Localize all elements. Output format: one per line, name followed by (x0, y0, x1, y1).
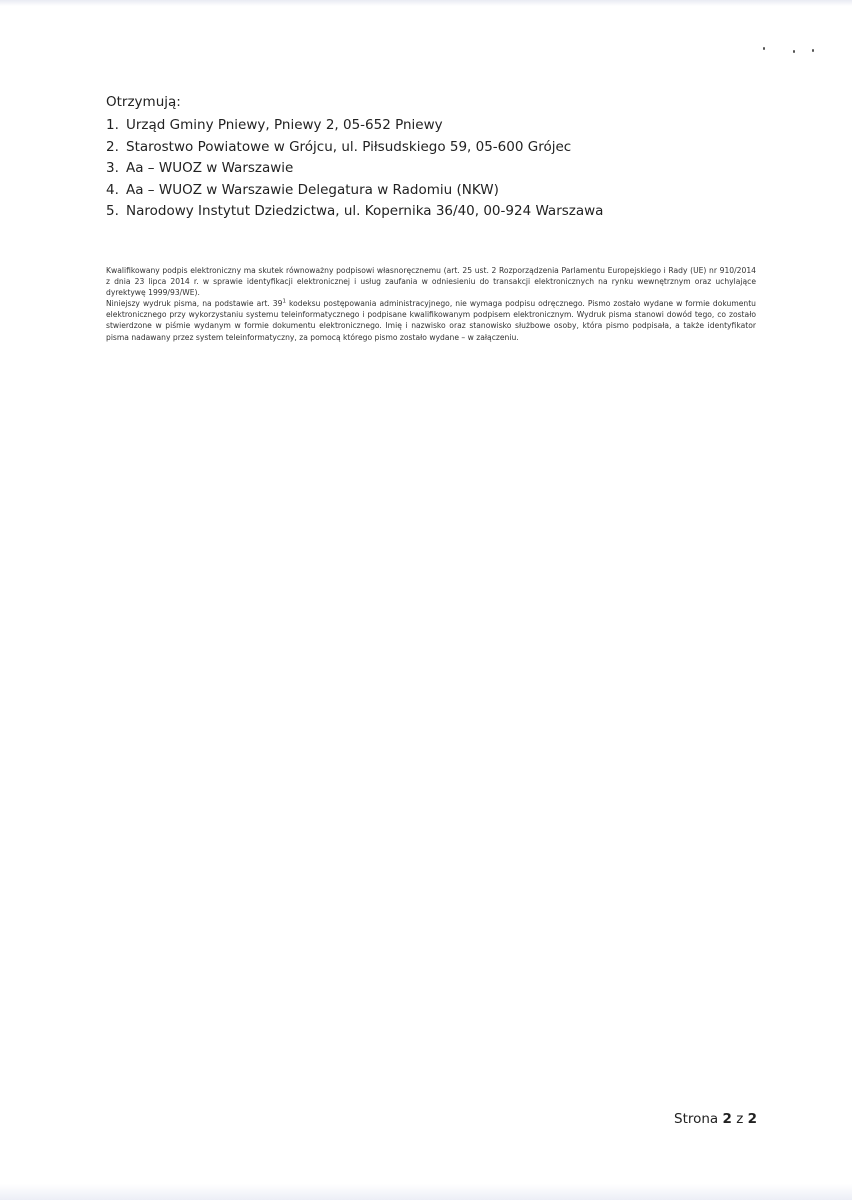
recipient-text: Urząd Gminy Pniewy, Pniewy 2, 05-652 Pniewy (126, 117, 443, 133)
current-page: 2 (722, 1111, 732, 1127)
recipient-text: Aa – WUOZ w Warszawie (126, 160, 294, 176)
scan-speck (763, 47, 765, 50)
legal-printout-text-end: kodeksu postępowania administracyjnego, nie wymaga podpisu odręcznego. Pismo zostało wydane w formie dokumentu elektronicznego przy wykorzystaniu systemu teleinformatycznego i podpisane kwalifikowanym podpisem elektronicznym. Wydruk pisma stanowi dowód tego, co zostało stwierdzone w piśmie wydanym w formie dokumentu elektronicznego. Imię i nazwisko oraz stanowisko służbowe osoby, która pismo podpisała, a także identyfikator pisma nadawany przez system teleinformatyczny, za pomocą którego pismo zostało wydane – w załączeniu. (106, 299, 756, 342)
recipients-section (106, 92, 746, 223)
total-pages: 2 (747, 1111, 758, 1127)
recipient-number: 4. (106, 181, 119, 198)
page-label: Strona (674, 1111, 719, 1127)
scan-speck (793, 50, 795, 53)
recipient-number: 2. (106, 138, 119, 155)
recipient-text: Narodowy Instytut Dziedzictwa, ul. Kopernika 36/40, 00-924 Warszawa (126, 203, 604, 219)
scan-speck (812, 49, 814, 52)
recipient-item (106, 180, 746, 202)
recipients-title: Otrzymują: (106, 94, 181, 110)
legal-notice (106, 265, 756, 343)
legal-paragraph-signature: Kwalifikowany podpis elektroniczny ma skutek równoważny podpisowi własnoręcznemu (art. 25 ust. 2 Rozporządzenia Parlamentu Europejskiego i Rady (UE) nr 910/2014 z dnia 23 lipca 2014 r. w sprawie identyfikacji elektronicznej i usług zaufania w odniesieniu do transakcji elektronicznych na rynku wewnętrznym oraz uchylające dyrektywę 1999/93/WE). (106, 266, 756, 298)
scan-edge-bottom (0, 1184, 852, 1200)
page-separator: z (736, 1111, 744, 1127)
recipient-item (106, 137, 746, 159)
page-number (674, 1110, 757, 1128)
recipient-item (106, 115, 746, 137)
recipient-number: 5. (106, 203, 119, 219)
legal-superscript: 1 (282, 298, 286, 305)
recipient-number: 3. (106, 160, 119, 176)
scan-edge-top (0, 0, 852, 6)
recipient-number: 1. (106, 117, 119, 133)
recipient-item (106, 201, 746, 223)
recipient-item (106, 158, 746, 180)
recipient-text: Starostwo Powiatowe w Grójcu, ul. Piłsudskiego 59, 05-600 Grójec (126, 138, 572, 155)
legal-printout-text-start: Niniejszy wydruk pisma, na podstawie art. 39 (106, 299, 283, 309)
recipient-list (106, 115, 746, 223)
recipient-text: Aa – WUOZ w Warszawie Delegatura w Radomiu (NKW) (126, 181, 499, 198)
legal-paragraph-printout (106, 298, 756, 342)
